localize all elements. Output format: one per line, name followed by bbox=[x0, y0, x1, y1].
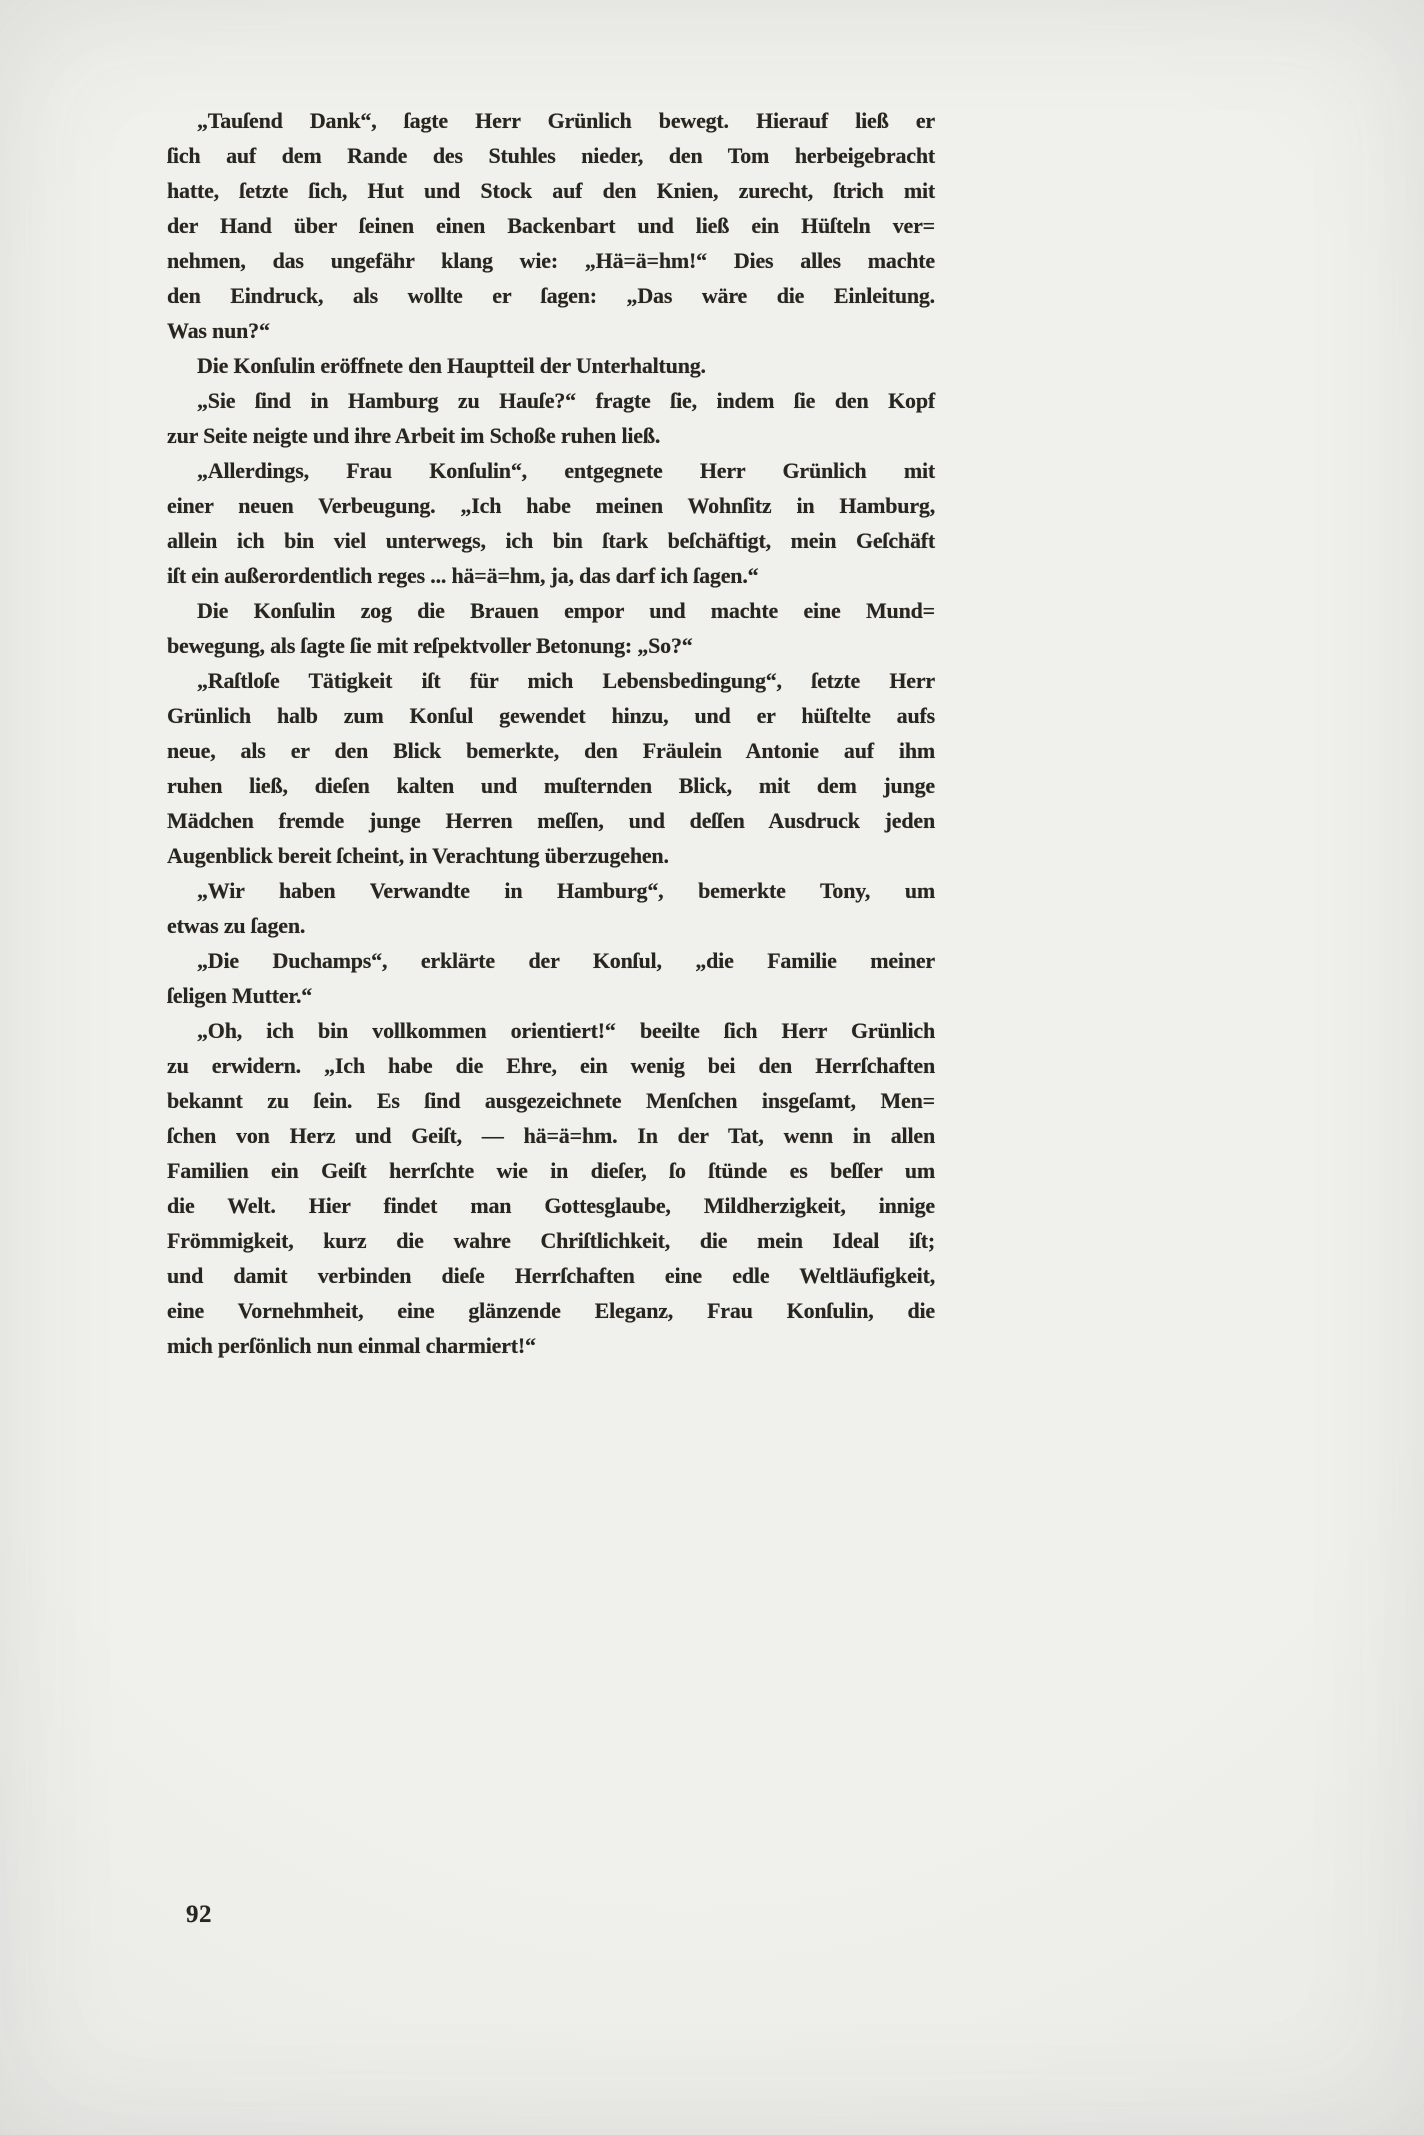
paragraph bbox=[167, 103, 935, 348]
paragraph bbox=[167, 383, 935, 453]
text-line: „Oh, ich bin vollkommen orientiert!“ beeilte ſich Herr Grünlich bbox=[197, 1018, 935, 1043]
text-line: „Allerdings, Frau Konſulin“, entgegnete Herr Grünlich mit bbox=[197, 458, 935, 483]
text-line: eine Vornehmheit, eine glänzende Eleganz, Frau Konſulin, die bbox=[167, 1298, 935, 1323]
text-line: etwas zu ſagen. bbox=[167, 913, 306, 938]
text-line: mich perſönlich nun einmal charmiert!“ bbox=[167, 1333, 536, 1358]
text-line: die Welt. Hier findet man Gottesglaube, Mildherzigkeit, innige bbox=[167, 1193, 935, 1218]
text-line: allein ich bin viel unterwegs, ich bin ſtark beſchäftigt, mein Geſchäft bbox=[167, 528, 935, 553]
text-line: iſt ein außerordentlich reges ... hä=ä=hm, ja, das darf ich ſagen.“ bbox=[167, 563, 759, 588]
text-line: Die Konſulin zog die Brauen empor und machte eine Mund= bbox=[197, 598, 935, 623]
text-line: einer neuen Verbeugung. „Ich habe meinen Wohnſitz in Hamburg, bbox=[167, 493, 935, 518]
text-line: ſeligen Mutter.“ bbox=[167, 983, 313, 1008]
text-line: zur Seite neigte und ihre Arbeit im Schoße ruhen ließ. bbox=[167, 423, 661, 448]
text-line: Mädchen fremde junge Herren meſſen, und deſſen Ausdruck jeden bbox=[167, 808, 935, 833]
text-line: Frömmigkeit, kurz die wahre Chriſtlichkeit, die mein Ideal iſt; bbox=[167, 1228, 935, 1253]
text-line: hatte, ſetzte ſich, Hut und Stock auf den Knien, zurecht, ſtrich mit bbox=[167, 178, 935, 203]
text-line: bewegung, als ſagte ſie mit reſpektvoller Betonung: „So?“ bbox=[167, 633, 693, 658]
paragraph bbox=[167, 453, 935, 593]
text-line: und damit verbinden dieſe Herrſchaften eine edle Weltläufigkeit, bbox=[167, 1263, 935, 1288]
text-line: Familien ein Geiſt herrſchte wie in dieſer, ſo ſtünde es beſſer um bbox=[167, 1158, 935, 1183]
text-block bbox=[167, 103, 935, 1363]
text-line: ſich auf dem Rande des Stuhles nieder, den Tom herbeigebracht bbox=[167, 143, 935, 168]
text-line: der Hand über ſeinen einen Backenbart und ließ ein Hüſteln ver= bbox=[167, 213, 935, 238]
text-line: Grünlich halb zum Konſul gewendet hinzu, und er hüſtelte aufs bbox=[167, 703, 935, 728]
paragraph bbox=[167, 593, 935, 663]
text-line: Was nun?“ bbox=[167, 318, 270, 343]
text-line: „Sie ſind in Hamburg zu Hauſe?“ fragte ſie, indem ſie den Kopf bbox=[197, 388, 935, 413]
text-line: „Wir haben Verwandte in Hamburg“, bemerkte Tony, um bbox=[197, 878, 935, 903]
text-line: neue, als er den Blick bemerkte, den Fräulein Antonie auf ihm bbox=[167, 738, 935, 763]
text-line: „Raſtloſe Tätigkeit iſt für mich Lebensbedingung“, ſetzte Herr bbox=[197, 668, 935, 693]
text-line: bekannt zu ſein. Es ſind ausgezeichnete Menſchen insgeſamt, Men= bbox=[167, 1088, 935, 1113]
text-line: den Eindruck, als wollte er ſagen: „Das wäre die Einleitung. bbox=[167, 283, 935, 308]
text-line: „Tauſend Dank“, ſagte Herr Grünlich bewegt. Hierauf ließ er bbox=[197, 108, 935, 133]
text-line: Augenblick bereit ſcheint, in Verachtung überzugehen. bbox=[167, 843, 669, 868]
page-number: 92 bbox=[186, 1901, 212, 1928]
paragraph bbox=[167, 348, 935, 383]
paragraph bbox=[167, 943, 935, 1013]
text-line: nehmen, das ungefähr klang wie: „Hä=ä=hm!“ Dies alles machte bbox=[167, 248, 935, 273]
text-line: zu erwidern. „Ich habe die Ehre, ein wenig bei den Herrſchaften bbox=[167, 1053, 935, 1078]
text-line: Die Konſulin eröffnete den Hauptteil der Unterhaltung. bbox=[197, 353, 706, 378]
text-line: ruhen ließ, dieſen kalten und muſternden Blick, mit dem junge bbox=[167, 773, 935, 798]
text-line: ſchen von Herz und Geiſt, — hä=ä=hm. In der Tat, wenn in allen bbox=[167, 1123, 935, 1148]
text-line: „Die Duchamps“, erklärte der Konſul, „die Familie meiner bbox=[197, 948, 935, 973]
paragraph bbox=[167, 873, 935, 943]
paragraph bbox=[167, 1013, 935, 1363]
paragraph bbox=[167, 663, 935, 873]
